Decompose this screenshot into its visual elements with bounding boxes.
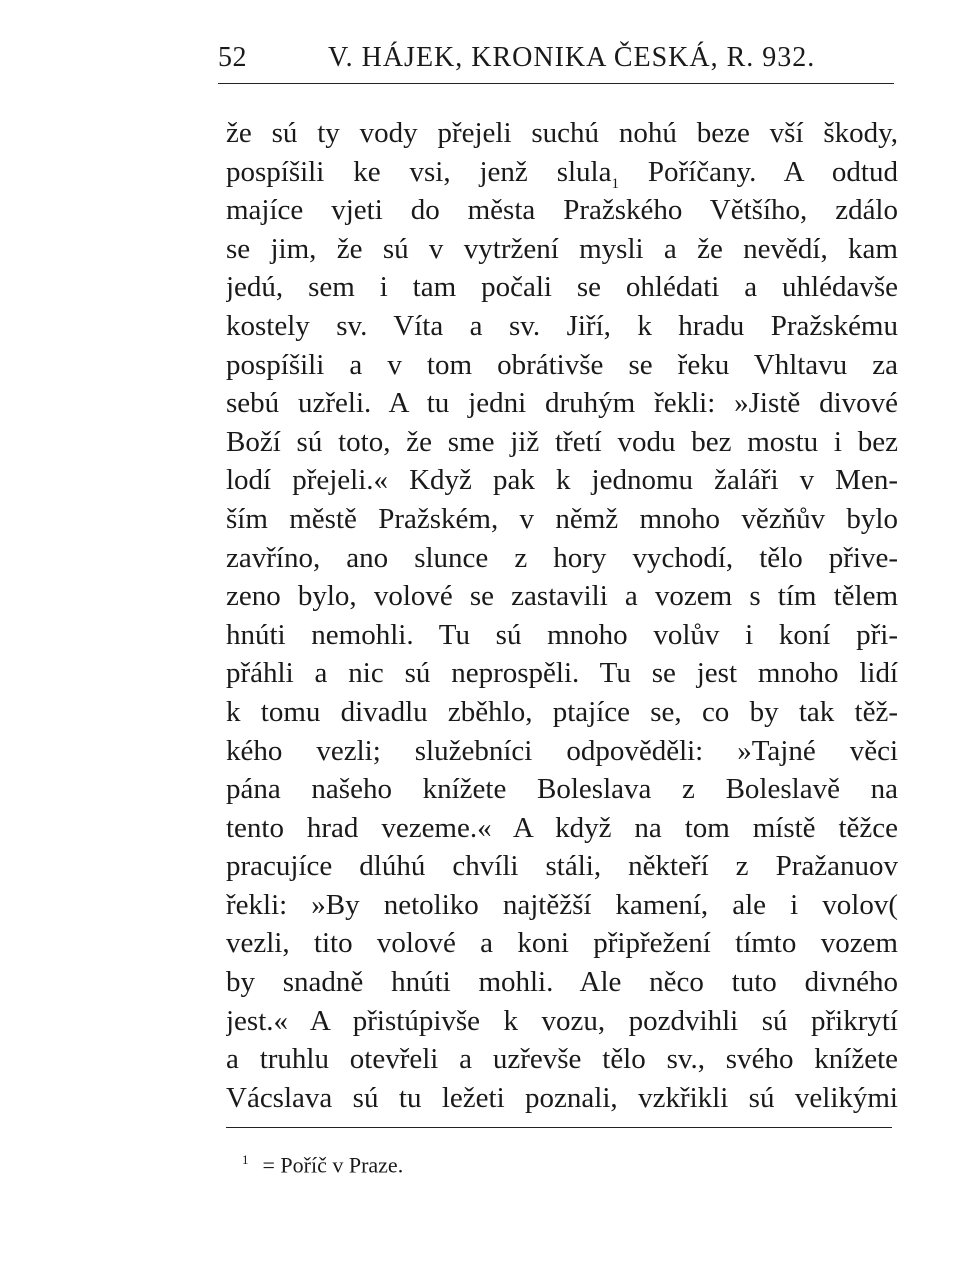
- header-rule: [218, 83, 894, 84]
- page-number: 52: [218, 42, 247, 73]
- text-line: pospíšili a v tom obrátivše se řeku Vhltavu za: [226, 348, 898, 381]
- running-head: V. HÁJEK, KRONIKA ČESKÁ, R. 932.: [328, 42, 816, 73]
- text-line: kostely sv. Víta a sv. Jiří, k hradu Pražskému: [226, 309, 898, 342]
- text-line: k tomu divadlu zběhlo, ptajíce se, co by tak těž-: [226, 695, 898, 728]
- text-line: tento hrad vezeme.« A když na tom místě těžce: [226, 811, 898, 844]
- footnote: [242, 1152, 403, 1178]
- text-line: lodí přejeli.« Když pak k jednomu žaláři v Men-: [226, 464, 898, 497]
- text-line: vezli, tito volové a koni připřežení tímto vozem: [226, 927, 898, 960]
- text-line: [226, 153, 898, 192]
- text-line: že sú ty vody přejeli suchú nohú beze vší škody,: [226, 117, 898, 149]
- text-line: jedú, sem i tam počali se ohlédati a uhlédavše: [226, 271, 898, 304]
- text-line: sebú uzřeli. A tu jedni druhým řekli: »Jistě divové: [226, 387, 898, 420]
- footnote-text: = Poříč v Praze.: [262, 1152, 404, 1178]
- text-line: by snadně hnúti mohli. Ale něco tuto divného: [226, 966, 898, 999]
- footnote-ref: 1: [611, 175, 619, 192]
- text-line: ším městě Pražském, v němž mnoho vězňův bylo: [226, 502, 898, 535]
- body-text: [226, 114, 898, 1117]
- text-line-end: Poříčany. A odtud: [619, 155, 898, 188]
- text-line: přáhli a nic sú neprospěli. Tu se jest mnoho lidí: [226, 657, 898, 690]
- text-line: majíce vjeti do města Pražského Většího, zdálo: [226, 194, 898, 227]
- text-line: zavříno, ano slunce z hory vychodí, tělo přive-: [226, 541, 898, 574]
- text-line: a truhlu otevřeli a uzřevše tělo sv., svého knížete: [226, 1043, 898, 1076]
- text-line: Vácslava sú tu ležeti poznali, vzkřikli sú velikými: [226, 1081, 898, 1114]
- footnote-rule: [226, 1127, 892, 1128]
- text-line: Boží sú toto, že sme již třetí vodu bez mostu i bez: [226, 425, 898, 458]
- text-line: pracujíce dlúhú chvíli stáli, někteří z Pražanuov: [226, 850, 898, 883]
- text-line: hnúti nemohli. Tu sú mnoho volův i koní při-: [226, 618, 898, 651]
- text-line: se jim, že sú v vytržení mysli a že nevědí, kam: [226, 232, 898, 265]
- text-line: pána našeho knížete Boleslava z Boleslavě na: [226, 773, 898, 806]
- text-line: jest.« A přistúpivše k vozu, pozdvihli sú přikrytí: [226, 1004, 898, 1037]
- text-line: zeno bylo, volové se zastavili a vozem s tím tělem: [226, 580, 898, 613]
- text-line: kého vezli; služebníci odpověděli: »Tajné věci: [226, 734, 898, 767]
- footnote-mark: 1: [242, 1152, 249, 1167]
- text-line-start: pospíšili ke vsi, jenž slula: [226, 155, 612, 188]
- text-line: řekli: »By netoliko najtěžší kamení, ale i volov(: [226, 888, 898, 921]
